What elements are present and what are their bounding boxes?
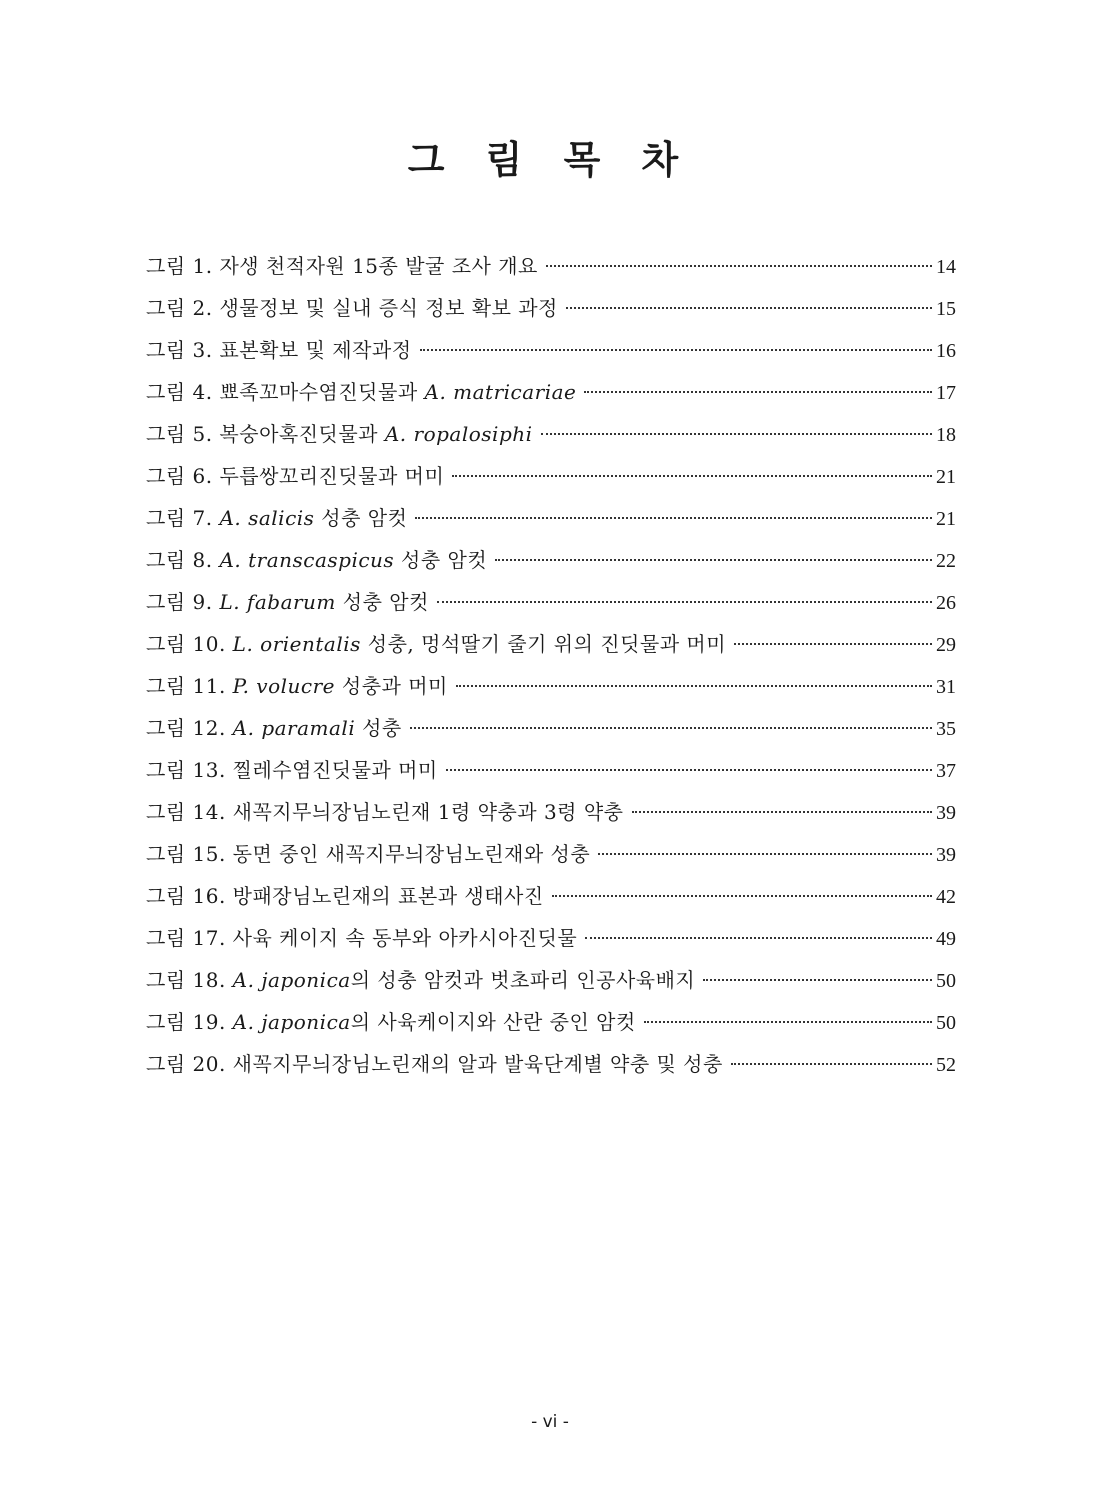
toc-entry-caption: 찔레수염진딧물과 머미 — [232, 758, 438, 782]
toc-dot-leader — [552, 895, 932, 897]
toc-entry[interactable] — [146, 917, 956, 959]
toc-entry[interactable] — [146, 539, 956, 581]
toc-entry-label — [146, 623, 726, 665]
toc-entry-caption: 표본확보 및 제작과정 — [219, 338, 412, 362]
toc-entry-species-name: A. paramali — [232, 716, 356, 740]
toc-entry-caption: 자생 천적자원 15종 발굴 조사 개요 — [219, 254, 538, 278]
toc-entry-prefix: 그림 1. — [146, 254, 220, 278]
toc-entry[interactable] — [146, 1001, 956, 1043]
toc-entry-page: 42 — [936, 886, 956, 908]
toc-dot-leader — [410, 727, 932, 729]
toc-dot-leader — [566, 307, 932, 309]
toc-entry-prefix: 그림 6. — [146, 464, 220, 488]
toc-entry-prefix: 그림 2. — [146, 296, 220, 320]
toc-entry-label — [146, 371, 576, 413]
toc-entry[interactable] — [146, 749, 956, 791]
toc-entry[interactable] — [146, 497, 956, 539]
toc-dot-leader — [734, 643, 932, 645]
toc-entry-page: 50 — [936, 970, 956, 992]
toc-entry[interactable] — [146, 875, 956, 917]
toc-dot-leader — [598, 853, 932, 855]
toc-entry-label — [146, 707, 402, 749]
toc-entry[interactable] — [146, 329, 956, 371]
toc-entry-label — [146, 245, 538, 287]
toc-entry-label — [146, 497, 407, 539]
toc-entry-prefix: 그림 17. — [146, 926, 233, 950]
toc-entry-label — [146, 917, 577, 959]
toc-entry-prefix: 그림 14. — [146, 800, 233, 824]
toc-entry-prefix: 그림 18. — [146, 968, 233, 992]
page-title: 그 림 목 차 — [407, 137, 693, 182]
toc-entry-prefix: 그림 15. — [146, 842, 233, 866]
toc-entry-label — [146, 287, 558, 329]
toc-entry-page: 29 — [936, 634, 956, 656]
toc-entry-prefix: 그림 20. — [146, 1052, 233, 1076]
toc-entry-page: 17 — [936, 382, 956, 404]
toc-entry-species-name: A. transcaspicus — [219, 548, 395, 572]
toc-entry-caption: 사육 케이지 속 동부와 아카시아진딧물 — [232, 926, 578, 950]
toc-dot-leader — [415, 517, 932, 519]
toc-entry[interactable] — [146, 707, 956, 749]
toc-entry-page: 22 — [936, 550, 956, 572]
toc-entry-page: 39 — [936, 844, 956, 866]
toc-entry-species-name: L. orientalis — [232, 632, 361, 656]
toc-dot-leader — [546, 265, 932, 267]
toc-entry-caption: 성충 암컷 — [314, 506, 408, 530]
toc-entry-caption: 의 사육케이지와 산란 중인 암컷 — [350, 1010, 636, 1034]
toc-entry-prefix: 그림 4. 뾰족꼬마수염진딧물과 — [146, 380, 425, 404]
toc-entry-page: 21 — [936, 508, 956, 530]
toc-dot-leader — [456, 685, 932, 687]
toc-entry-caption: 성충과 머미 — [335, 674, 448, 698]
toc-entry[interactable] — [146, 287, 956, 329]
toc-entry-caption: 성충, 멍석딸기 줄기 위의 진딧물과 머미 — [360, 632, 727, 656]
toc-entry-caption: 성충 암컷 — [394, 548, 488, 572]
toc-entry-caption: 새꼭지무늬장님노린재 1령 약충과 3령 약충 — [232, 800, 624, 824]
toc-dot-leader — [644, 1021, 932, 1023]
toc-entry-prefix: 그림 8. — [146, 548, 220, 572]
toc-entry[interactable] — [146, 581, 956, 623]
toc-entry-label — [146, 1043, 723, 1085]
toc-entry-prefix: 그림 3. — [146, 338, 220, 362]
toc-entry[interactable] — [146, 791, 956, 833]
toc-entry-caption: 동면 중인 새꼭지무늬장님노린재와 성충 — [232, 842, 591, 866]
toc-entry-prefix: 그림 5. 복숭아혹진딧물과 — [146, 422, 385, 446]
toc-entry-caption: 성충 — [355, 716, 402, 740]
toc-entry-page: 49 — [936, 928, 956, 950]
toc-entry-species-name: A. salicis — [219, 506, 315, 530]
toc-entry-label — [146, 791, 624, 833]
toc-entry[interactable] — [146, 833, 956, 875]
toc-entry-prefix: 그림 12. — [146, 716, 233, 740]
toc-entry-page: 18 — [936, 424, 956, 446]
toc-entry-label — [146, 455, 444, 497]
toc-entry-page: 15 — [936, 298, 956, 320]
toc-entry-prefix: 그림 13. — [146, 758, 233, 782]
toc-entry-species-name: P. volucre — [232, 674, 336, 698]
toc-entry-prefix: 그림 9. — [146, 590, 220, 614]
toc-entry-prefix: 그림 11. — [146, 674, 233, 698]
toc-entry-label — [146, 1001, 636, 1043]
toc-dot-leader — [495, 559, 932, 561]
toc-entry-page: 16 — [936, 340, 956, 362]
toc-entry-caption: 방패장님노린재의 표본과 생태사진 — [232, 884, 544, 908]
toc-entry-caption: 두릅쌍꼬리진딧물과 머미 — [219, 464, 445, 488]
toc-entry-label — [146, 539, 487, 581]
toc-entry-page: 26 — [936, 592, 956, 614]
toc-entry-page: 39 — [936, 802, 956, 824]
toc-entry-caption: 성충 암컷 — [335, 590, 429, 614]
toc-entry-label — [146, 581, 429, 623]
toc-entry-page: 21 — [936, 466, 956, 488]
toc-dot-leader — [731, 1063, 932, 1065]
toc-entry-label — [146, 875, 544, 917]
toc-dot-leader — [585, 937, 932, 939]
page-number: - vi - — [531, 1412, 569, 1432]
toc-dot-leader — [437, 601, 932, 603]
toc-entry-page: 52 — [936, 1054, 956, 1076]
toc-dot-leader — [632, 811, 933, 813]
toc-entry-caption: 의 성충 암컷과 벗초파리 인공사육배지 — [350, 968, 696, 992]
toc-entry-species-name: A. matricariae — [424, 380, 577, 404]
toc-entry-page: 14 — [936, 256, 956, 278]
toc-entry[interactable] — [146, 371, 956, 413]
toc-dot-leader — [703, 979, 932, 981]
toc-entry-prefix: 그림 10. — [146, 632, 233, 656]
toc-dot-leader — [541, 433, 932, 435]
toc-entry-label — [146, 959, 695, 1001]
toc-entry-page: 31 — [936, 676, 956, 698]
toc-entry-species-name: A. japonica — [232, 1010, 351, 1034]
toc-dot-leader — [452, 475, 932, 477]
toc-entry-label — [146, 413, 533, 455]
figure-table-of-contents — [146, 245, 956, 1085]
toc-entry-page: 50 — [936, 1012, 956, 1034]
toc-entry-caption: 새꼭지무늬장님노린재의 알과 발육단계별 약충 및 성충 — [232, 1052, 723, 1076]
toc-entry[interactable] — [146, 959, 956, 1001]
toc-entry-species-name: A. japonica — [232, 968, 351, 992]
toc-entry-label — [146, 833, 590, 875]
toc-entry[interactable] — [146, 245, 956, 287]
toc-dot-leader — [584, 391, 932, 393]
toc-dot-leader — [446, 769, 932, 771]
toc-entry-prefix: 그림 16. — [146, 884, 233, 908]
toc-entry-species-name: A. ropalosiphi — [384, 422, 533, 446]
toc-entry[interactable] — [146, 413, 956, 455]
toc-entry[interactable] — [146, 665, 956, 707]
toc-entry-prefix: 그림 7. — [146, 506, 220, 530]
toc-dot-leader — [420, 349, 932, 351]
toc-entry-label — [146, 329, 412, 371]
toc-entry-label — [146, 665, 448, 707]
toc-entry-page: 35 — [936, 718, 956, 740]
toc-entry[interactable] — [146, 1043, 956, 1085]
toc-entry[interactable] — [146, 455, 956, 497]
toc-entry-species-name: L. fabarum — [219, 590, 336, 614]
toc-entry-prefix: 그림 19. — [146, 1010, 233, 1034]
toc-entry[interactable] — [146, 623, 956, 665]
toc-entry-page: 37 — [936, 760, 956, 782]
toc-entry-label — [146, 749, 438, 791]
toc-entry-caption: 생물정보 및 실내 증식 정보 확보 과정 — [219, 296, 558, 320]
